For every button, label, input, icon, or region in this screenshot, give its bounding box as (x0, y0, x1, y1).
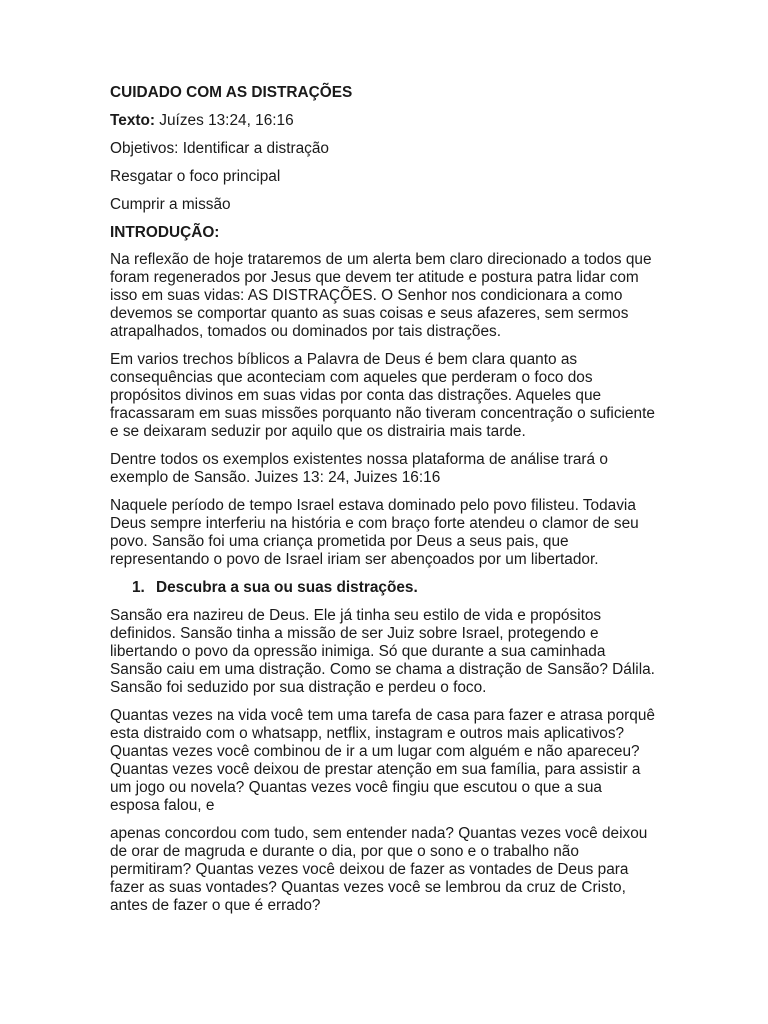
text-line: Dentre todos os exemplos existentes nossa plataforma de análise trará o (110, 451, 608, 468)
section-1-number: 1. (132, 579, 145, 596)
text-line: isso em suas vidas: AS DISTRAÇÕES. O Senhor nos condicionara a como (110, 287, 623, 304)
text-line: apenas concordou com tudo, sem entender nada? Quantas vezes você deixou (110, 825, 648, 842)
text-line: de orar de magruda e durante o dia, por que o sono e o trabalho não (110, 843, 579, 860)
text-line: esposa falou, e (110, 797, 215, 814)
paragraph (110, 351, 658, 441)
text-line: definidos. Sansão tinha a missão de ser Juiz sobre Israel, protegendo e (110, 625, 599, 642)
text-line: fazer as suas vontades? Quantas vezes você se lembrou da cruz de Cristo, (110, 879, 626, 896)
objetivo-3-line: Cumprir a missão (110, 196, 231, 213)
paragraph (110, 825, 658, 915)
text-line: libertando o povo da opressão inimiga. Só que durante a sua caminhada (110, 643, 606, 660)
text-line: Naquele período de tempo Israel estava dominado pelo povo filisteu. Todavia (110, 497, 636, 514)
document-page (110, 84, 658, 925)
text-line: foram regenerados por Jesus que devem ter atitude e postura patra lidar com (110, 269, 639, 286)
text-line: e se deixaram seduzir por aquilo que os distrairia mais tarde. (110, 423, 526, 440)
text-line: Sansão caiu em uma distração. Como se chama a distração de Sansão? Dálila. (110, 661, 655, 678)
paragraph (110, 497, 658, 569)
paragraph (110, 251, 658, 341)
text-line: representando o povo de Israel iriam ser abençoados por um libertador. (110, 551, 599, 568)
text-line: permitiram? Quantas vezes você deixou de fazer as vontades de Deus para (110, 861, 629, 878)
paragraph (110, 707, 658, 815)
text-line: propósitos divinos em suas vidas por conta das distrações. Aqueles que (110, 387, 602, 404)
text-line: consequências que aconteciam com aqueles que perderam o foco dos (110, 369, 593, 386)
objetivo-2-line: Resgatar o foco principal (110, 168, 281, 185)
text-line: exemplo de Sansão. Juizes 13: 24, Juizes 16:16 (110, 469, 441, 486)
objetivos-line: Objetivos: Identificar a distração (110, 140, 329, 157)
intro-heading: INTRODUÇÃO: (110, 224, 220, 241)
paragraph (110, 451, 658, 487)
text-line: devemos se comportar quanto as suas coisas e seus afazeres, sem sermos (110, 305, 629, 322)
text-line: Quantas vezes na vida você tem uma tarefa de casa para fazer e atrasa porquê (110, 707, 655, 724)
document-title: CUIDADO COM AS DISTRAÇÕES (110, 84, 353, 101)
text-line: Na reflexão de hoje trataremos de um alerta bem claro direcionado a todos que (110, 251, 652, 268)
text-line: atrapalhados, tomados ou dominados por tais distrações. (110, 323, 501, 340)
text-line: Em varios trechos bíblicos a Palavra de Deus é bem clara quanto as (110, 351, 578, 368)
text-line: povo. Sansão foi uma criança prometida por Deus a seus pais, que (110, 533, 569, 550)
text-line: Deus sempre interferiu na história e com braço forte atendeu o clamor de seu (110, 515, 639, 532)
paragraph (110, 607, 658, 697)
text-line: Sansão foi seduzido por sua distração e perdeu o foco. (110, 679, 487, 696)
text-line: antes de fazer o que é errado? (110, 897, 321, 914)
texto-label: Texto: (110, 112, 156, 129)
text-line: esta distraido com o whatsapp, netflix, instagram e outros mais aplicativos? (110, 725, 625, 742)
texto-value: Juízes 13:24, 16:16 (155, 112, 294, 129)
section-1-heading (110, 579, 658, 597)
text-line: Sansão era nazireu de Deus. Ele já tinha seu estilo de vida e propósitos (110, 607, 602, 624)
text-line: um jogo ou novela? Quantas vezes você fingiu que escutou o que a sua (110, 779, 602, 796)
text-line: Quantas vezes você deixou de prestar atenção em sua família, para assistir a (110, 761, 641, 778)
text-line: Quantas vezes você combinou de ir a um lugar com alguém e não apareceu? (110, 743, 640, 760)
texto-line (110, 112, 658, 130)
section-1-title: Descubra a sua ou suas distrações. (156, 579, 418, 596)
text-line: fracassaram em suas missões porquanto não tiveram concentração o suficiente (110, 405, 655, 422)
